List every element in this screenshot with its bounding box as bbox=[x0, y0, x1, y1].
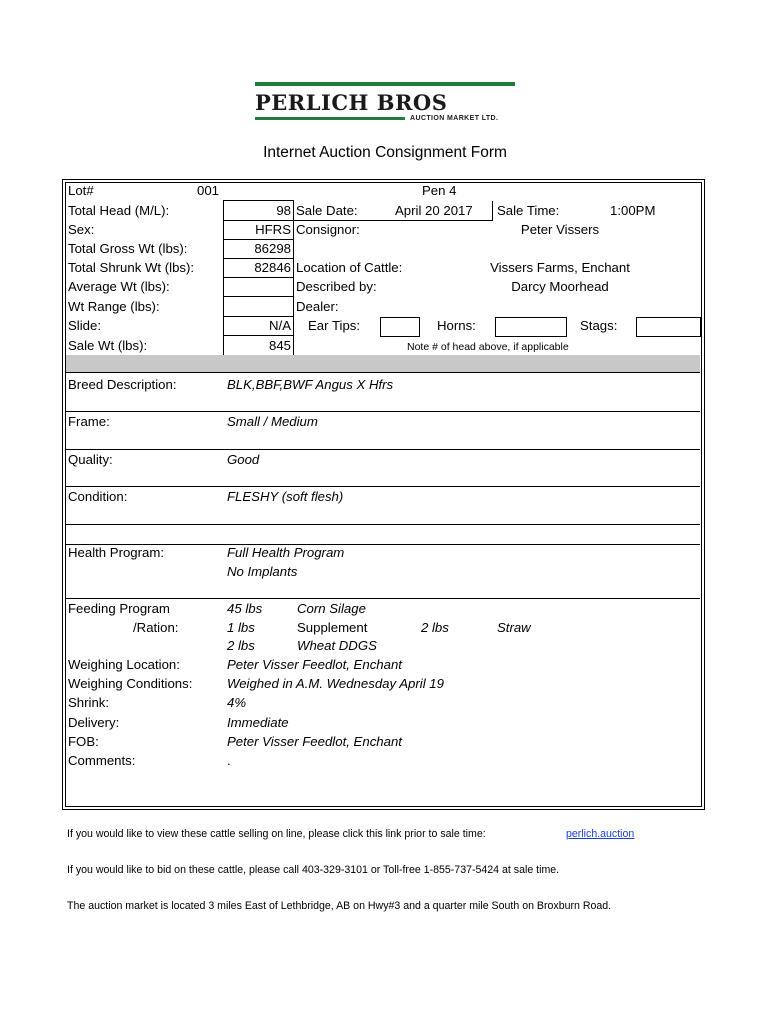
logo-top-bar bbox=[255, 82, 515, 86]
grid-line bbox=[293, 200, 294, 355]
ear-tips-label: Ear Tips: bbox=[308, 318, 361, 333]
grid-line bbox=[223, 239, 293, 240]
location-label: Location of Cattle: bbox=[296, 260, 403, 275]
feed-item: Corn Silage bbox=[297, 601, 366, 616]
feed-qty-2: 2 lbs bbox=[421, 620, 449, 635]
ear-tips-box[interactable] bbox=[380, 317, 420, 337]
shrink-value: 4% bbox=[227, 695, 247, 710]
consignor-value: Peter Vissers bbox=[520, 222, 600, 237]
condition-label: Condition: bbox=[68, 489, 128, 504]
footer-view-online: If you would like to view these cattle selling on line, please click this link prior to sale time: bbox=[67, 828, 486, 840]
fob-value: Peter Visser Feedlot, Enchant bbox=[227, 734, 402, 749]
condition-value: FLESHY (soft flesh) bbox=[227, 489, 344, 504]
horns-box[interactable] bbox=[495, 317, 567, 337]
company-logo: PERLICH BROS bbox=[255, 90, 448, 115]
sale-date-label: Sale Date: bbox=[296, 203, 358, 218]
gross-wt-label: Total Gross Wt (lbs): bbox=[68, 241, 188, 256]
shrunk-wt-label: Total Shrunk Wt (lbs): bbox=[68, 260, 195, 275]
grid-line bbox=[223, 200, 293, 201]
described-by-value: Darcy Moorhead bbox=[511, 279, 609, 294]
horns-label: Horns: bbox=[437, 318, 476, 333]
grid-line bbox=[223, 277, 293, 278]
sale-wt-value: 845 bbox=[268, 338, 291, 353]
gross-wt-value: 86298 bbox=[254, 241, 291, 256]
slide-value: N/A bbox=[269, 318, 291, 333]
delivery-label: Delivery: bbox=[68, 715, 120, 730]
grid-line bbox=[66, 486, 700, 487]
grid-line bbox=[223, 316, 293, 317]
quality-value: Good bbox=[227, 452, 260, 467]
head-note: Note # of head above, if applicable bbox=[407, 341, 569, 353]
pen-value: Pen 4 bbox=[422, 183, 457, 198]
grid-line bbox=[223, 220, 293, 221]
sale-time-value: 1:00PM bbox=[610, 203, 656, 218]
avg-wt-label: Average Wt (lbs): bbox=[68, 279, 170, 294]
dealer-label: Dealer: bbox=[296, 299, 339, 314]
form-title: Internet Auction Consignment Form bbox=[263, 144, 507, 161]
grid-line bbox=[66, 372, 700, 373]
described-by-label: Described by: bbox=[296, 279, 377, 294]
breed-value: BLK,BBF,BWF Angus X Hfrs bbox=[227, 377, 394, 392]
grid-line bbox=[223, 296, 293, 297]
feeding-label: Feeding Program bbox=[68, 601, 170, 616]
sex-value: HFRS bbox=[255, 222, 291, 237]
quality-label: Quality: bbox=[68, 452, 113, 467]
consignor-label: Consignor: bbox=[296, 222, 360, 237]
lot-value: 001 bbox=[197, 183, 220, 198]
footer-bid-info: If you would like to bid on these cattle, please call 403-329-3101 or Toll-free 1-855-737-5424 at sale time. bbox=[67, 864, 560, 876]
slide-label: Slide: bbox=[68, 318, 101, 333]
feed-item: Wheat DDGS bbox=[297, 638, 377, 653]
section-divider-shaded bbox=[66, 355, 700, 372]
weighing-location-label: Weighing Location: bbox=[68, 657, 180, 672]
sex-label: Sex: bbox=[68, 222, 95, 237]
lot-label: Lot# bbox=[68, 183, 94, 198]
shrunk-wt-value: 82846 bbox=[254, 260, 291, 275]
breed-label: Breed Description: bbox=[68, 377, 177, 392]
logo-subtitle: AUCTION MARKET LTD. bbox=[410, 115, 499, 122]
grid-line bbox=[223, 335, 293, 336]
health-value-2: No Implants bbox=[227, 564, 298, 579]
wt-range-label: Wt Range (lbs): bbox=[68, 299, 160, 314]
grid-line bbox=[66, 411, 700, 412]
weighing-conditions-value: Weighed in A.M. Wednesday April 19 bbox=[227, 676, 444, 691]
location-value: Vissers Farms, Enchant bbox=[490, 260, 630, 275]
footer-location-info: The auction market is located 3 miles East of Lethbridge, AB on Hwy#3 and a quarter mile South on Broxburn Road. bbox=[67, 900, 612, 912]
grid-line bbox=[66, 449, 700, 450]
stags-label: Stags: bbox=[580, 318, 618, 333]
sale-time-label: Sale Time: bbox=[497, 203, 560, 218]
logo-bottom-bar bbox=[255, 117, 405, 120]
feed-qty: 2 lbs bbox=[227, 638, 255, 653]
grid-line bbox=[66, 598, 700, 599]
feed-item: Supplement bbox=[297, 620, 368, 635]
weighing-conditions-label: Weighing Conditions: bbox=[68, 676, 193, 691]
grid-line bbox=[66, 524, 700, 525]
health-label: Health Program: bbox=[68, 545, 165, 560]
comments-label: Comments: bbox=[68, 753, 136, 768]
stags-box[interactable] bbox=[636, 317, 701, 337]
grid-line bbox=[492, 201, 493, 220]
grid-line bbox=[223, 258, 293, 259]
sale-wt-label: Sale Wt (lbs): bbox=[68, 338, 148, 353]
total-head-value: 98 bbox=[276, 203, 291, 218]
perlich-auction-link[interactable]: perlich.auction bbox=[566, 828, 635, 840]
feed-item-2: Straw bbox=[497, 620, 531, 635]
health-value-1: Full Health Program bbox=[227, 545, 345, 560]
feed-qty: 45 lbs bbox=[227, 601, 263, 616]
shrink-label: Shrink: bbox=[68, 695, 110, 710]
sale-date-value: April 20 2017 bbox=[395, 203, 473, 218]
ration-label: /Ration: bbox=[133, 620, 179, 635]
comments-value: . bbox=[227, 753, 231, 768]
fob-label: FOB: bbox=[68, 734, 99, 749]
feed-qty: 1 lbs bbox=[227, 620, 255, 635]
frame-value: Small / Medium bbox=[227, 414, 318, 429]
total-head-label: Total Head (M/L): bbox=[68, 203, 170, 218]
weighing-location-value: Peter Visser Feedlot, Enchant bbox=[227, 657, 402, 672]
frame-label: Frame: bbox=[68, 414, 110, 429]
delivery-value: Immediate bbox=[227, 715, 289, 730]
grid-line bbox=[293, 220, 493, 221]
